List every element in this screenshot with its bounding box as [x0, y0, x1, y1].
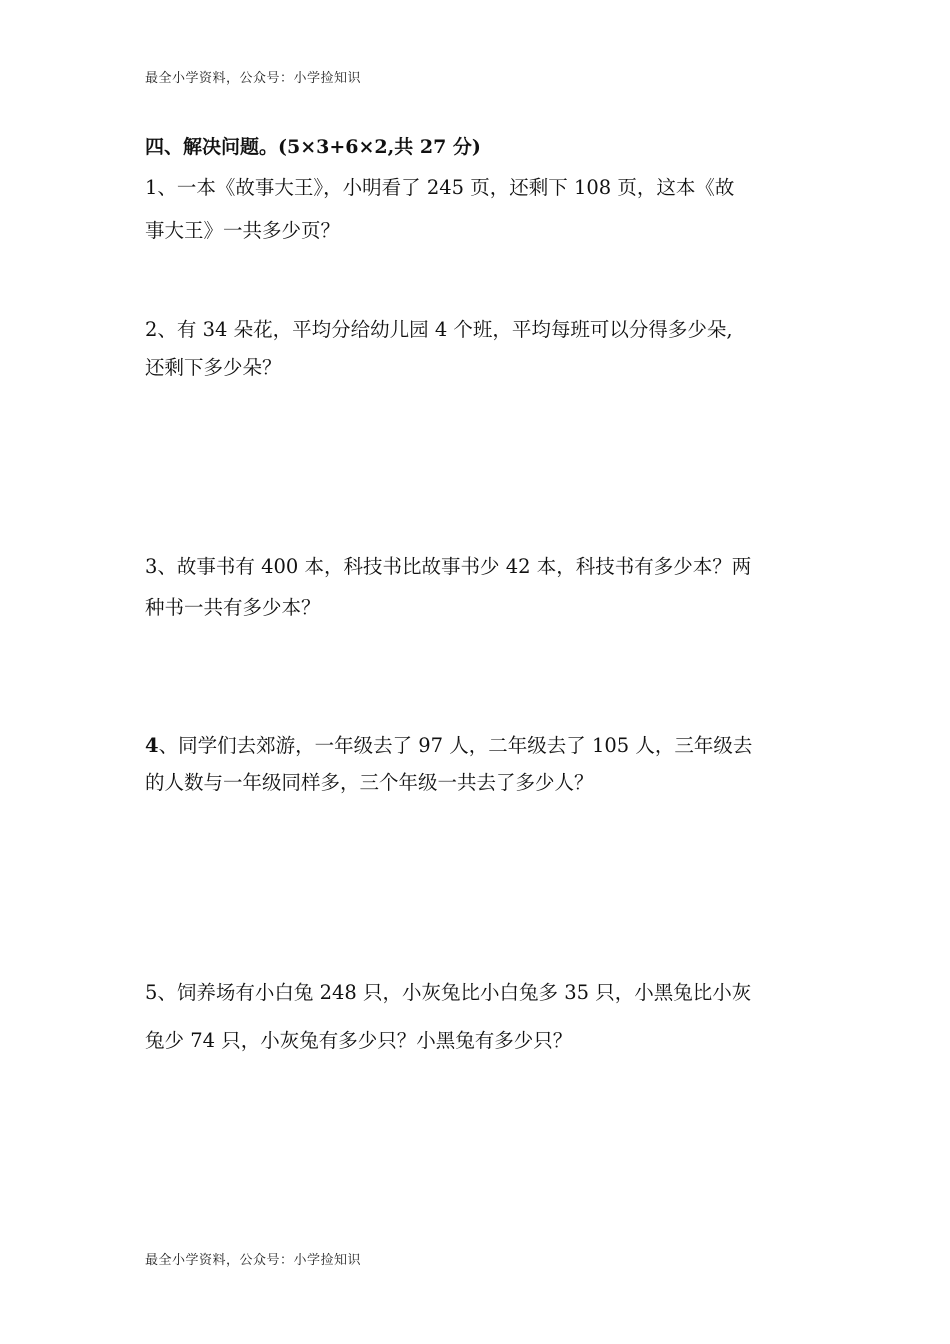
problem-5-line-1: 5、饲养场有小白兔 248 只，小灰兔比小白兔多 35 只，小黑兔比小灰	[145, 981, 752, 1004]
page-footer: 最全小学资料，公众号：小学捡知识	[145, 1253, 362, 1268]
problem-4-line-2: 的人数与一年级同样多，三个年级一共去了多少人？	[145, 770, 594, 794]
problem-4-line-1-text: 、同学们去郊游，一年级去了 97 人，二年级去了 105 人，三年级去	[158, 734, 753, 757]
page-header: 最全小学资料，公众号：小学捡知识	[145, 71, 362, 86]
section-title: 四、解决问题。(5×3+6×2,共 27 分)	[145, 136, 481, 158]
problem-4	[145, 736, 815, 792]
problem-2-line-2: 还剩下多少朵？	[145, 355, 282, 379]
problem-1-line-2: 事大王》一共多少页？	[145, 218, 341, 242]
problem-3	[145, 557, 815, 617]
problem-1	[145, 178, 815, 240]
problem-5-line-2: 兔少 74 只，小灰兔有多少只？小黑兔有多少只？	[145, 1028, 573, 1052]
problem-3-line-2: 种书一共有多少本？	[145, 595, 321, 619]
problem-2	[145, 320, 815, 377]
problem-3-line-1: 3、故事书有 400 本，科技书比故事书少 42 本，科技书有多少本？两	[145, 555, 752, 578]
problem-2-line-1: 2、有 34 朵花，平均分给幼儿园 4 个班，平均每班可以分得多少朵,	[145, 318, 733, 341]
problem-4-line-1	[145, 736, 815, 756]
problem-4-number: 4	[145, 734, 159, 757]
problem-5	[145, 983, 815, 1050]
problem-1-line-1: 1、一本《故事大王》，小明看了 245 页，还剩下 108 页，这本《故	[145, 176, 735, 199]
